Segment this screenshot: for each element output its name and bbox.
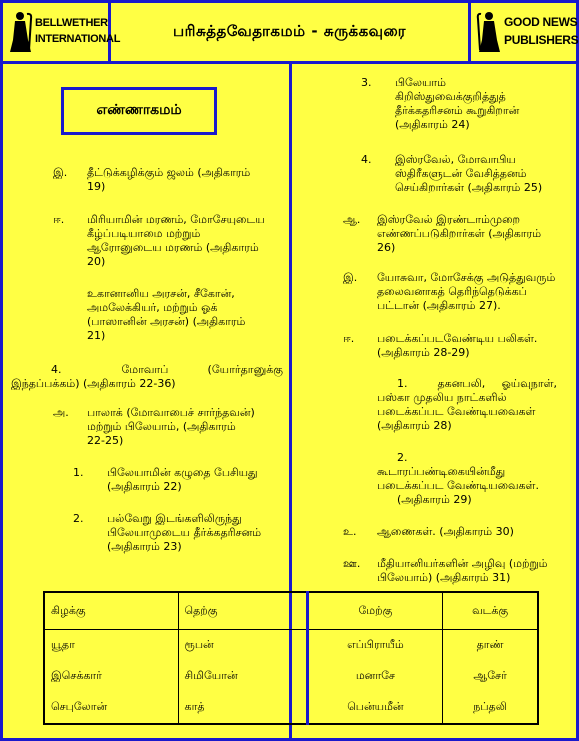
logo-left-line2: INTERNATIONAL (35, 33, 121, 45)
entry-line: ஆரோனுடைய மரணம் (அதிகாரம் (87, 241, 259, 254)
list-marker: இ. (343, 271, 358, 284)
entry-line: கீழ்ப்படியாமை மற்றும் (87, 227, 201, 240)
entry-line: எண்ணப்படுகிறார்கள் (அதிகாரம் (377, 227, 542, 240)
tribes-table (43, 591, 539, 725)
logo-left-line1: BELLWETHER (35, 17, 108, 29)
entry-line: (அதிகாரம் 23) (107, 540, 182, 553)
entry-line: ஆணைகள். (அதிகாரம் 30) (377, 525, 514, 538)
list-item (53, 166, 283, 194)
list-marker: இ. (53, 166, 68, 179)
entry-line: 20) (87, 255, 106, 268)
entry-line: பட்டான் (அதிகாரம் 27). (377, 299, 501, 312)
toc-title: எண்ணாகமம் (61, 87, 217, 135)
logo-right-line1: GOOD NEWS (504, 15, 578, 29)
entry-line: 19) (87, 180, 106, 193)
entry-line: பாலாக் (மோவாபைச் சார்ந்தவன்) (87, 406, 255, 419)
entry-line: இந்தப்பக்கம்) (அதிகாரம் 22-36) (11, 377, 176, 390)
list-item (53, 406, 283, 448)
entry-line: 26) (377, 241, 396, 254)
page-header (3, 3, 579, 64)
entry-line: இஸ்ரவேல், மோவாபிய (395, 153, 516, 166)
table-cell: பென்யமீன் (307, 691, 443, 724)
entry-line: உகானானிய அரசன், சீகோன், (87, 287, 235, 300)
list-marker: ஈ. (53, 213, 65, 226)
entry-line: பல்வேறு இடங்களிலிருந்து (107, 512, 242, 525)
table-cell: மனாசே (307, 661, 443, 691)
table-cell: இசெக்கார் (44, 661, 178, 691)
table-cell: நப்தலி (443, 691, 538, 724)
table-row (44, 630, 538, 662)
entry-line: (அதிகாரம் 24) (395, 118, 470, 131)
list-marker: உ. (343, 525, 357, 538)
list-item (73, 466, 283, 494)
page-title: பரிசுத்தவேதாகமம் - சுருக்கவுரை (173, 22, 406, 40)
list-marker: ஈ. (343, 332, 355, 345)
logo-right-line2: PUBLISHERS (504, 33, 579, 47)
shepherd-figure-icon (7, 10, 35, 54)
list-marker: 3. (361, 76, 372, 89)
entry-line: பஸ்கா முதலிய நாட்களில் (377, 391, 507, 404)
table-header-east: கிழக்கு (44, 592, 178, 630)
list-item (53, 213, 283, 269)
list-item (377, 377, 557, 433)
entry-line: தகனபலி, ஓய்வுநாள், (437, 377, 557, 390)
entry-line (11, 363, 283, 377)
list-item (343, 557, 557, 585)
table-cell: ரூபன் (178, 630, 307, 662)
bellwether-logo (3, 3, 121, 61)
entry-line: கிறிஸ்துவைக்குறித்துத் (395, 90, 506, 103)
entry-line: மிரியாமின் மரணம், மோசேயுடைய (87, 213, 265, 226)
entry-line: ஸ்திரீகளுடன் வேசித்தனம் (395, 167, 527, 180)
table-cell: யூதா (44, 630, 178, 662)
table-cell: காத் (178, 691, 307, 724)
entry-line: (அதிகாரம் 29) (397, 493, 472, 506)
entry-line: மோவாப் (யோர்தானுக்கு (121, 363, 283, 376)
entry-line: தீட்டுக்கழிக்கும் ஜலம் (அதிகாரம் (87, 166, 251, 179)
list-marker: ஆ. (343, 213, 361, 226)
entry-line: இஸ்ரவேல் இரண்டாம்முறை (377, 213, 521, 226)
entry-line: பிலேயாம்) (அதிகாரம் 31) (377, 571, 511, 584)
entry-line: (அதிகாரம் 28) (377, 419, 452, 432)
entry-line: (அதிகாரம் 28-29) (377, 346, 470, 359)
table-cell: தாண் (443, 630, 538, 662)
list-marker: 4. (361, 153, 372, 166)
entry-line: படைக்கப்பட வேண்டியவைகள். (377, 479, 539, 492)
entry-line: பிலேயாம் (395, 76, 447, 89)
good-news-logo (468, 3, 579, 61)
table-cell: சிமியோன் (178, 661, 307, 691)
entry-line: அமலேக்கியர், மற்றும் ஓக் (87, 301, 218, 314)
entry-line: தலைவனாகத் தெரிந்தெடுக்கப் (377, 285, 527, 298)
entry-line: படைக்கப்படவேண்டிய பலிகள். (377, 332, 538, 345)
list-item (361, 76, 557, 132)
list-item (343, 332, 557, 360)
entry-line: பிலேயாமுடைய தீர்க்கதரிசனம் (107, 526, 262, 539)
list-marker: 1. (397, 377, 408, 390)
table-cell: செபுலோன் (44, 691, 178, 724)
entry-line: 22-25) (87, 434, 124, 447)
table-cell: எப்பிராயீம் (307, 630, 443, 662)
list-item (361, 153, 557, 195)
table-header-west: மேற்கு (307, 592, 443, 630)
entry-line: படைக்கப்பட வேண்டியவைகள் (377, 405, 536, 418)
table-header-north: வடக்கு (443, 592, 538, 630)
entry-line (377, 377, 557, 391)
table-row (44, 691, 538, 724)
table-row (44, 661, 538, 691)
shepherd-figure-icon (475, 10, 503, 54)
entry-line: கூடாரப்பண்டிகையின்மீது (377, 465, 506, 478)
list-item (343, 271, 557, 313)
entry-line: மற்றும் பிலேயாம், (அதிகாரம் (87, 420, 236, 433)
entry-line: (அதிகாரம் 22) (107, 480, 182, 493)
table-cell: ஆசேர் (443, 661, 538, 691)
list-item (73, 512, 283, 554)
list-marker: ஊ. (343, 557, 361, 570)
entry-line: மீதியானியர்களின் அழிவு (மற்றும் (377, 557, 548, 570)
entry-line: (பாஸானின் அரசன்) (அதிகாரம் (87, 315, 246, 328)
list-marker: 1. (73, 466, 84, 479)
list-marker: 2. (397, 451, 408, 464)
entry-line: யோசுவா, மோசேக்கு அடுத்துவரும் (377, 271, 556, 284)
table-header-south: தெற்கு (178, 592, 307, 630)
list-marker: அ. (53, 406, 69, 419)
list-item (343, 525, 557, 539)
list-marker: 2. (73, 512, 84, 525)
list-item (377, 451, 557, 507)
list-item (11, 363, 283, 391)
entry-line: செய்கிறார்கள் (அதிகாரம் 25) (395, 181, 543, 194)
entry-line: தீர்க்கதரிசனம் கூறுகிறான் (395, 104, 520, 117)
list-marker: 4. (51, 363, 62, 376)
entry-line: 21) (87, 329, 106, 342)
table-header-row (44, 592, 538, 630)
list-item (53, 287, 283, 343)
entry-line: பிலேயாமின் கழுதை பேசியது (107, 466, 258, 479)
list-item (343, 213, 557, 255)
